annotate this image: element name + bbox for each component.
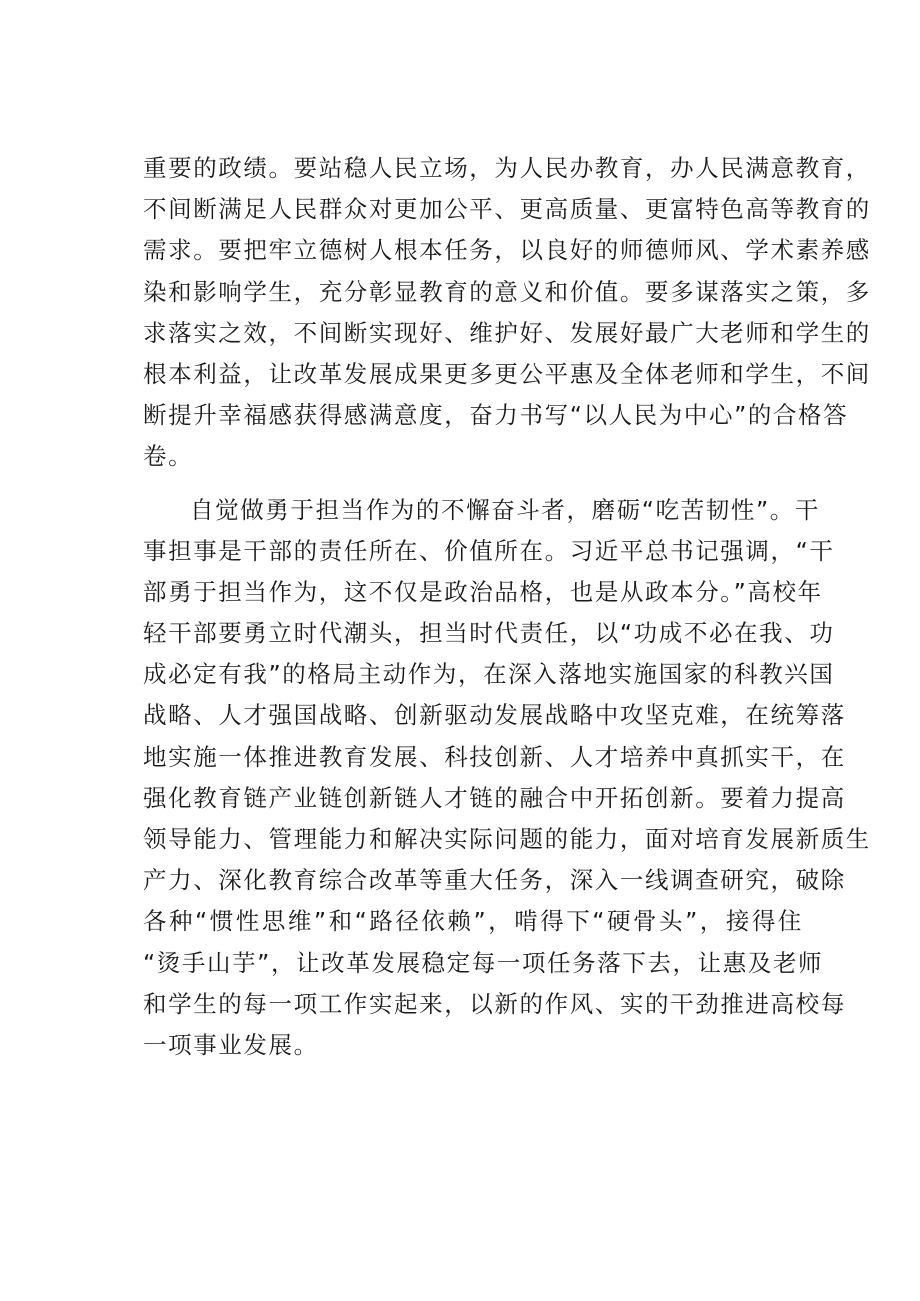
paragraph-line: 产力、深化教育综合改革等重大任务，深入一线调查研究，破除 — [143, 866, 846, 895]
paragraph-spacer — [143, 478, 803, 490]
paragraph-line: 地实施一体推进教育发展、科技创新、人才培养中真抓实干，在 — [143, 742, 846, 771]
paragraph-line: 轻干部要勇立时代潮头，担当时代责任，以“功成不必在我、功 — [143, 619, 835, 648]
paragraph-line: 需求。要把牢立德树人根本任务，以良好的师德师风、学术素养感 — [143, 236, 871, 265]
paragraph-line: 和学生的每一项工作实起来，以新的作风、实的干劲推进高校每 — [143, 989, 846, 1018]
document-body — [143, 148, 871, 1066]
paragraph-line: “烫手山芋”，让改革发展稳定每一项任务落下去，让惠及老师 — [143, 948, 824, 977]
paragraph-line: 成必定有我”的格局主动作为，在深入落地实施国家的科教兴国 — [143, 660, 835, 689]
paragraph-line: 强化教育链产业链创新链人才链的融合中开拓创新。要着力提高 — [143, 783, 846, 812]
paragraph-line: 不间断满足人民群众对更加公平、更高质量、更富特色高等教育的 — [143, 195, 871, 224]
paragraph-line: 一项事业发展。 — [143, 1030, 319, 1059]
paragraph-line: 自觉做勇于担当作为的不懈奋斗者，磨砺“吃苦韧性”。干 — [190, 495, 820, 524]
paragraph-2 — [143, 490, 871, 1067]
paragraph-line: 部勇于担当作为，这不仅是政治品格，也是从政本分。”高校年 — [143, 577, 823, 606]
paragraph-line: 断提升幸福感获得感满意度，奋力书写“以人民为中心”的合格答 — [143, 401, 849, 430]
paragraph-line: 重要的政绩。要站稳人民立场，为人民办教育，办人民满意教育， — [143, 154, 871, 182]
paragraph-line: 求落实之效，不间断实现好、维护好、发展好最广大老师和学生的 — [143, 318, 871, 347]
paragraph-line: 战略、人才强国战略、创新驱动发展战略中攻坚克难，在统筹落 — [143, 701, 846, 730]
paragraph-line: 领导能力、管理能力和解决实际问题的能力，面对培育发展新质生 — [143, 825, 871, 853]
paragraph-line: 卷。 — [143, 442, 194, 471]
paragraph-line: 各种“惯性思维”和“路径依赖”，啃得下“硬骨头”，接得住 — [143, 907, 803, 936]
paragraph-line: 染和影响学生，充分彰显教育的意义和价值。要多谋落实之策，多 — [143, 277, 871, 306]
paragraph-line: 根本利益，让改革发展成果更多更公平惠及全体老师和学生，不间 — [143, 359, 871, 388]
paragraph-1 — [143, 148, 871, 478]
paragraph-line: 事担事是干部的责任所在、价值所在。习近平总书记强调，“干 — [143, 536, 835, 565]
